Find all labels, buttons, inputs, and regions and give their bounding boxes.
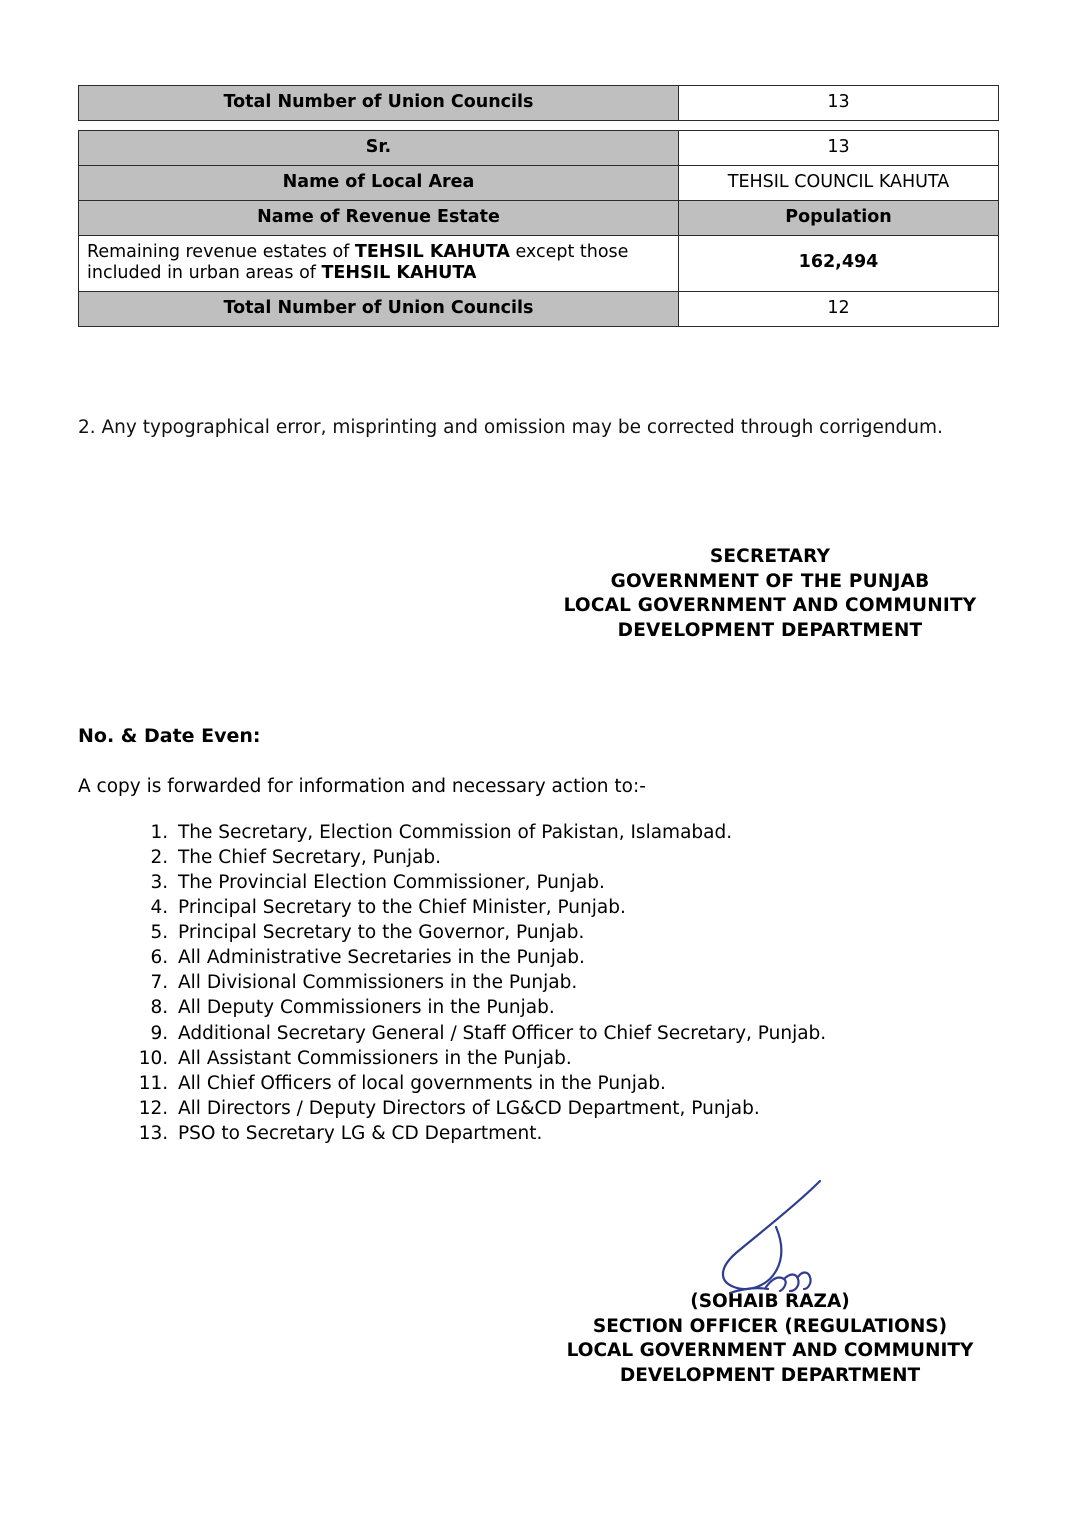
total-union-councils-label-2: Total Number of Union Councils xyxy=(79,292,679,327)
revenue-estate-header: Name of Revenue Estate xyxy=(79,200,679,235)
list-item: 12. All Directors / Deputy Directors of LG&CD Department, Punjab. xyxy=(174,1096,980,1121)
secretary-title-line2: GOVERNMENT OF THE PUNJAB xyxy=(610,570,930,592)
total-union-councils-label: Total Number of Union Councils xyxy=(79,86,679,121)
officer-designation: SECTION OFFICER (REGULATIONS) xyxy=(592,1315,948,1337)
estate-text-1: Remaining revenue estates of xyxy=(87,241,355,262)
sr-label: Sr. xyxy=(79,130,679,165)
secretary-title-line1: SECRETARY xyxy=(709,546,831,567)
officer-dept-line2: DEVELOPMENT DEPARTMENT xyxy=(619,1364,921,1386)
local-area-detail-table xyxy=(78,130,999,327)
sr-value: 13 xyxy=(679,130,999,165)
table-row xyxy=(79,86,999,121)
population-header: Population xyxy=(679,200,999,235)
officer-signature-block xyxy=(540,1290,1000,1388)
local-area-value: TEHSIL COUNCIL KAHUTA xyxy=(679,165,999,200)
top-summary-table xyxy=(78,85,999,121)
list-item: 8. All Deputy Commissioners in the Punjab. xyxy=(174,995,980,1020)
revenue-estate-description xyxy=(79,235,679,292)
distribution-ordered-list xyxy=(120,820,980,1146)
list-item: 4. Principal Secretary to the Chief Minister, Punjab. xyxy=(174,895,980,920)
list-item: 10. All Assistant Commissioners in the Punjab. xyxy=(174,1046,980,1071)
distribution-list xyxy=(120,820,980,1146)
population-value: 162,494 xyxy=(679,235,999,292)
list-item: 3. The Provincial Election Commissioner, Punjab. xyxy=(174,870,980,895)
tables-container xyxy=(78,85,998,327)
list-item: 7. All Divisional Commissioners in the Punjab. xyxy=(174,970,980,995)
list-item: 6. All Administrative Secretaries in the Punjab. xyxy=(174,945,980,970)
local-area-label: Name of Local Area xyxy=(79,165,679,200)
estate-bold-1: TEHSIL KAHUTA xyxy=(354,241,510,262)
officer-name: (SOHAIB RAZA) xyxy=(690,1291,850,1312)
list-item: 11. All Chief Officers of local governments in the Punjab. xyxy=(174,1071,980,1096)
total-union-councils-value-2: 12 xyxy=(679,292,999,327)
copy-forwarded-line: A copy is forwarded for information and necessary action to:- xyxy=(78,776,646,797)
list-item: 2. The Chief Secretary, Punjab. xyxy=(174,845,980,870)
total-union-councils-value: 13 xyxy=(679,86,999,121)
estate-text-2: except those included in urban areas of xyxy=(87,241,629,284)
list-item: 13. PSO to Secretary LG & CD Department. xyxy=(174,1121,980,1146)
table-row xyxy=(79,130,999,165)
estate-bold-2: TEHSIL KAHUTA xyxy=(321,263,477,284)
corrigendum-note: 2. Any typographical error, misprinting and omission may be corrected through corrigendum. xyxy=(78,417,943,438)
table-row xyxy=(79,165,999,200)
no-date-even-label: No. & Date Even: xyxy=(78,725,261,747)
secretary-signature-block xyxy=(540,545,1000,643)
officer-dept-line1: LOCAL GOVERNMENT AND COMMUNITY xyxy=(566,1340,974,1362)
secretary-title-line3: LOCAL GOVERNMENT AND COMMUNITY xyxy=(563,595,977,617)
table-row xyxy=(79,292,999,327)
secretary-title-line4: DEVELOPMENT DEPARTMENT xyxy=(617,619,923,641)
table-row xyxy=(79,235,999,292)
list-item: 1. The Secretary, Election Commission of Pakistan, Islamabad. xyxy=(174,820,980,845)
table-header-row xyxy=(79,200,999,235)
list-item: 5. Principal Secretary to the Governor, Punjab. xyxy=(174,920,980,945)
list-item: 9. Additional Secretary General / Staff Officer to Chief Secretary, Punjab. xyxy=(174,1021,980,1046)
